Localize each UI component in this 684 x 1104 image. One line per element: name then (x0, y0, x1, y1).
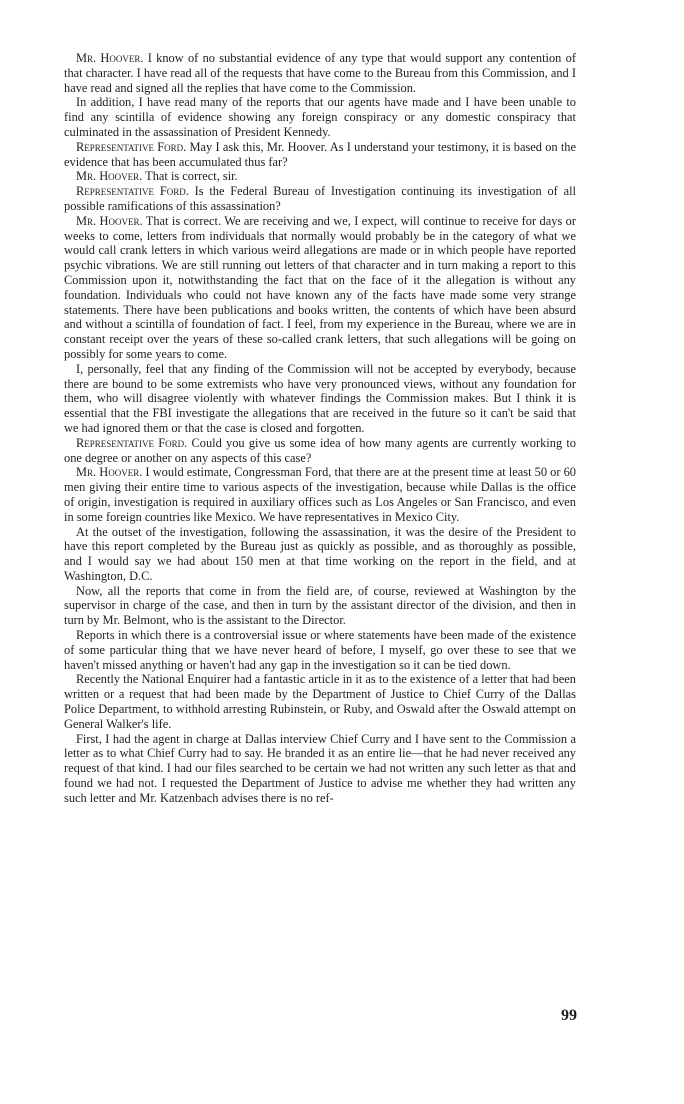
speaker-name: Mr. Hoover. (76, 51, 144, 65)
paragraph-6 (64, 214, 576, 362)
paragraph-13 (64, 672, 576, 731)
paragraph-text: In addition, I have read many of the reports that our agents have made and I have been unable to find any scintilla of evidence showing any foreign conspiracy or any domestic conspiracy that culminated in the assassination of President Kennedy. (64, 95, 576, 139)
paragraph-4 (64, 169, 576, 184)
paragraph-8 (64, 436, 576, 466)
paragraph-text: I, personally, feel that any finding of the Commission will not be accepted by everybody, because there are bound to be some extremists who have very pronounced views, without any foundation for them, who will disagree violently with whatever findings the Commission makes. But I think it is essential that the FBI investigate the allegations that are received in the future so it can't be said that we had ignored them or that the case is closed and forgotten. (64, 361, 576, 435)
speaker-name: Representative Ford. (76, 139, 187, 154)
paragraph-text: That is correct. We are receiving and we, I expect, will continue to receive for days or weeks to come, letters from individuals that normally would probably be in the category of what we would call crank letters in which various weird allegations are made or in which people have reported psychic vibrations. We are still running out letters of that character and in turn making a report to this Commission upon it, notwithstanding the fact that on the face of it the allegation is without any foundation. Individuals who could not have known any of the facts have made some very strange statements. There have been publications and books written, the contents of which have been absurd and without a scintilla of foundation of fact. I feel, from my experience in the Bureau, where we are in constant receipt over the years of these so-called crank letters, that such allegations will be going on possibly for some years to come. (64, 213, 577, 361)
testimony-text (64, 51, 576, 806)
speaker-name: Mr. Hoover. (76, 465, 143, 480)
paragraph-2 (64, 95, 576, 139)
speaker-name: Mr. Hoover. (76, 169, 143, 184)
paragraph-11 (64, 584, 576, 628)
paragraph-text: Recently the National Enquirer had a fantastic article in it as to the existence of a letter that had been written or a request that had been made by the Department of Justice to Chief Curry of the Dallas Police Department, to withhold arresting Rubinstein, or Ruby, and Oswald after the Oswald attempt on General Walker's life. (64, 672, 576, 731)
paragraph-text: Is the Federal Bureau of Investigation continuing its investigation of all possible ramifications of this assassination? (64, 184, 576, 213)
paragraph-text: May I ask this, Mr. Hoover. As I understand your testimony, it is based on the evidence that has been accumulated thus far? (64, 139, 576, 169)
paragraph-text: I know of no substantial evidence of any type that would support any contention of that character. I have read all of the requests that have come to the Bureau from this Commission, and I have read and signed all the replies that have come to the Commission. (64, 51, 576, 95)
paragraph-text: Now, all the reports that come in from the field are, of course, reviewed at Washington by the supervisor in charge of the case, and then in turn by the assistant director of the division, and then in turn by Mr. Belmont, who is the assistant to the Director. (64, 583, 576, 628)
paragraph-9 (64, 465, 576, 524)
paragraph-text: Could you give us some idea of how many agents are currently working to one degree or another on any aspects of this case? (64, 435, 577, 465)
paragraph-7 (64, 362, 576, 436)
paragraph-1 (64, 51, 576, 95)
speaker-name: Representative Ford. (76, 435, 188, 450)
paragraph-5 (64, 184, 576, 214)
paragraph-3 (64, 140, 576, 170)
paragraph-text: I would estimate, Congressman Ford, that there are at the present time at least 50 or 60 men giving their entire time to various aspects of the investigation, because while Dallas is the office of origin, investigation is required in auxiliary offices such as Los Angeles or San Francisco, and even in some foreign countries like Mexico. We have representatives in Mexico City. (64, 465, 576, 524)
speaker-name: Mr. Hoover. (76, 213, 143, 228)
paragraph-14 (64, 732, 576, 806)
paragraph-text: Reports in which there is a controversial issue or where statements have been made of the existence of some particular thing that we have never heard of before, I myself, go over these to see that we haven't missed anything or haven't had any gap in the investigation so it can be tied down. (64, 628, 576, 672)
paragraph-text: That is correct, sir. (142, 169, 238, 184)
paragraph-text: At the outset of the investigation, following the assassination, it was the desire of the President to have this report completed by the Bureau just as quickly as possible, and as thoroughly as possible, and I would say we had about 150 men at that time working on the report in the field, and at Washington, D.C. (64, 524, 576, 583)
paragraph-12 (64, 628, 576, 672)
speaker-name: Representative Ford. (76, 184, 189, 199)
page-number: 99 (561, 1007, 577, 1024)
paragraph-10 (64, 525, 576, 584)
paragraph-text: First, I had the agent in charge at Dallas interview Chief Curry and I have sent to the Commission a letter as to what Chief Curry had to say. He branded it as an entire lie—that he had never received any request of that kind. I had our files searched to be certain we had not written any such letter as that and found we had not. I requested the Department of Justice to advise me whether they had written any such letter and Mr. Katzenbach advises there is no ref- (64, 731, 576, 805)
